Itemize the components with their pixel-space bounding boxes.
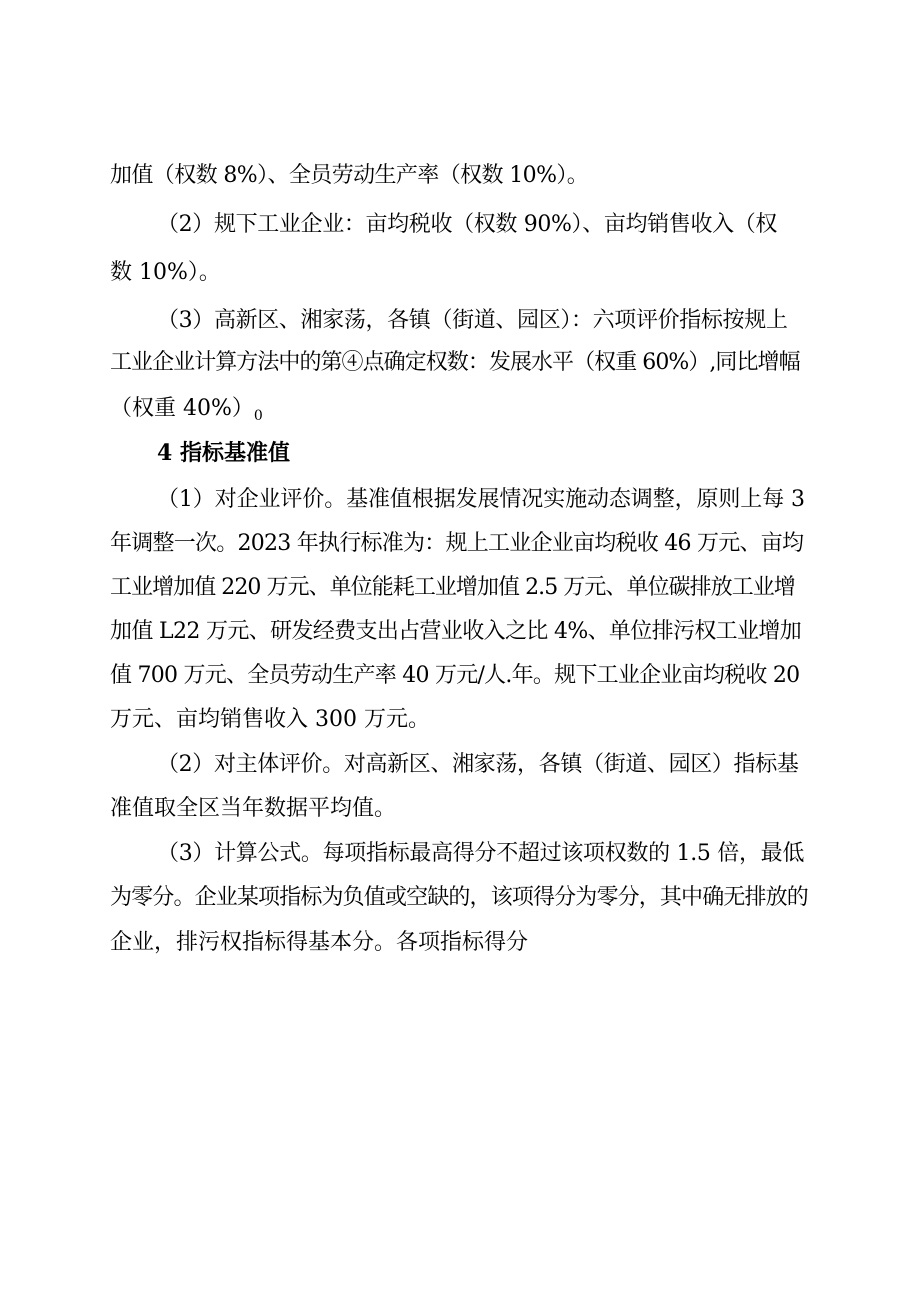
stray-mark: 0	[253, 408, 263, 424]
paragraph-line: 加值 L22 万元、研发经费支出占营业收入之比 4%、单位排污权工业增加	[110, 619, 802, 644]
paragraph-line: 加值（权数 8%）、全员劳动生产率（权数 10%）。	[110, 163, 589, 188]
paragraph-line: （3）高新区、湘家荡，各镇（街道、园区）：六项评价指标按规上	[157, 308, 788, 333]
paragraph-line: 工业企业计算方法中的第④点确定权数：发展水平（权重 60%）,同比增幅	[110, 350, 800, 375]
paragraph-line: （2）规下工业企业：亩均税收（权数 90%）、亩均销售收入（权	[157, 212, 778, 237]
paragraph-line: 数 10%）。	[110, 260, 221, 285]
paragraph-text: （权重 40%）	[110, 396, 254, 421]
paragraph-line	[110, 396, 263, 429]
paragraph-line: （1）对企业评价。基准值根据发展情况实施动态调整，原则上每 3	[157, 487, 805, 512]
section-heading: 4 指标基准值	[157, 440, 290, 466]
paragraph-line: 准值取全区当年数据平均值。	[110, 796, 397, 821]
paragraph-line: 年调整一次。2023 年执行标准为：规上工业企业亩均税收 46 万元、亩均	[110, 531, 804, 556]
paragraph-line: 值 700 万元、全员劳动生产率 40 万元/人.年。规下工业企业亩均税收 20	[110, 663, 800, 688]
paragraph-line: 企业，排污权指标得基本分。各项指标得分	[110, 930, 529, 955]
paragraph-line: 为零分。企业某项指标为负值或空缺的，该项得分为零分，其中确无排放的	[110, 885, 808, 910]
paragraph-line: 工业增加值 220 万元、单位能耗工业增加值 2.5 万元、单位碳排放工业增	[110, 575, 795, 600]
paragraph-line: （3）计算公式。每项指标最高得分不超过该项权数的 1.5 倍，最低	[157, 841, 805, 866]
paragraph-line: 万元、亩均销售收入 300 万元。	[110, 707, 430, 732]
paragraph-line: （2）对主体评价。对高新区、湘家荡，各镇（街道、园区）指标基	[157, 752, 799, 777]
